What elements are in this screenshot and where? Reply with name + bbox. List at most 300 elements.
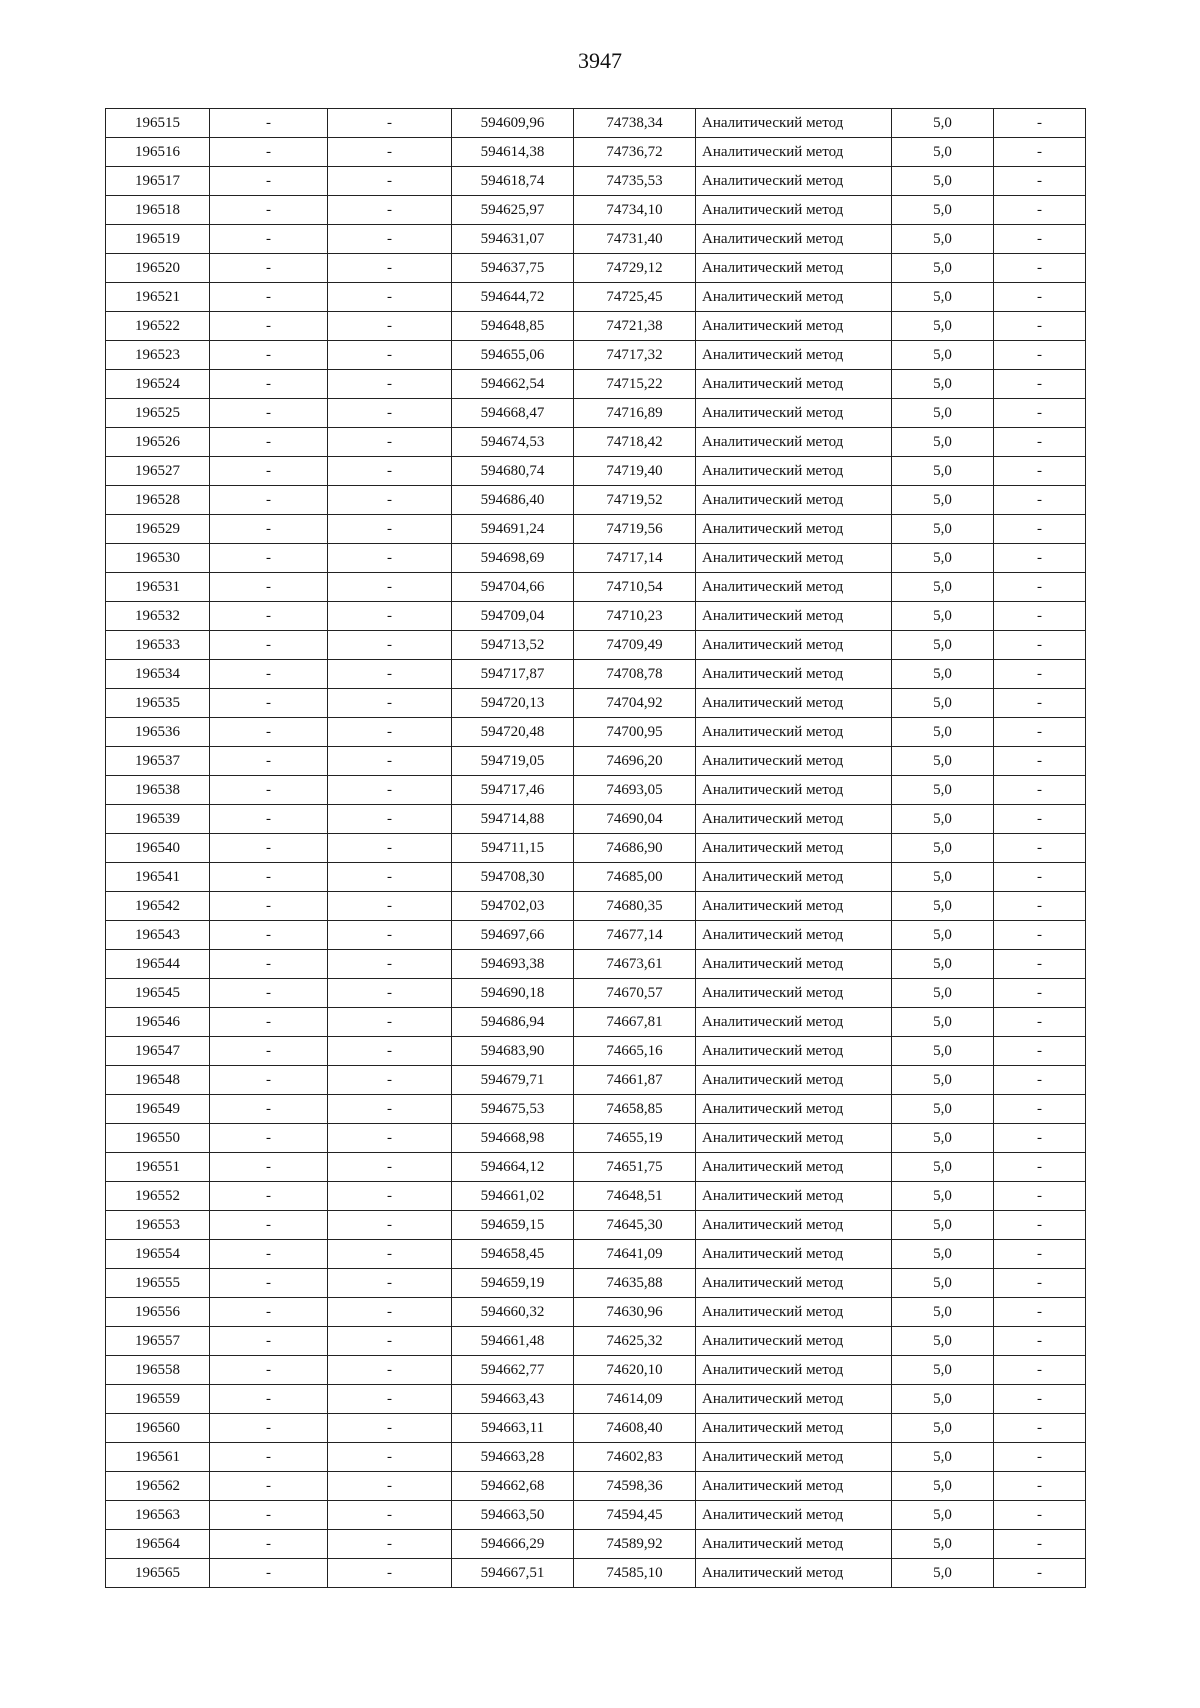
point-id-cell: 196534 xyxy=(106,660,210,689)
method-cell: Аналитический метод xyxy=(696,1066,892,1095)
column-3-cell: - xyxy=(328,1327,452,1356)
accuracy-cell: 5,0 xyxy=(892,1501,994,1530)
point-id-cell: 196530 xyxy=(106,544,210,573)
table-row xyxy=(106,138,1086,167)
table-row xyxy=(106,1066,1086,1095)
method-cell: Аналитический метод xyxy=(696,805,892,834)
column-3-cell: - xyxy=(328,283,452,312)
x-coordinate-cell: 594618,74 xyxy=(452,167,574,196)
accuracy-cell: 5,0 xyxy=(892,544,994,573)
method-cell: Аналитический метод xyxy=(696,1211,892,1240)
accuracy-cell: 5,0 xyxy=(892,1095,994,1124)
accuracy-cell: 5,0 xyxy=(892,225,994,254)
table-row xyxy=(106,1443,1086,1472)
column-8-cell: - xyxy=(994,225,1086,254)
table-row xyxy=(106,1124,1086,1153)
accuracy-cell: 5,0 xyxy=(892,747,994,776)
point-id-cell: 196536 xyxy=(106,718,210,747)
x-coordinate-cell: 594668,47 xyxy=(452,399,574,428)
method-cell: Аналитический метод xyxy=(696,196,892,225)
y-coordinate-cell: 74710,54 xyxy=(574,573,696,602)
y-coordinate-cell: 74734,10 xyxy=(574,196,696,225)
accuracy-cell: 5,0 xyxy=(892,1327,994,1356)
column-8-cell: - xyxy=(994,1124,1086,1153)
point-id-cell: 196521 xyxy=(106,283,210,312)
column-3-cell: - xyxy=(328,805,452,834)
method-cell: Аналитический метод xyxy=(696,921,892,950)
x-coordinate-cell: 594655,06 xyxy=(452,341,574,370)
y-coordinate-cell: 74641,09 xyxy=(574,1240,696,1269)
column-2-cell: - xyxy=(210,1443,328,1472)
column-3-cell: - xyxy=(328,863,452,892)
accuracy-cell: 5,0 xyxy=(892,1153,994,1182)
column-8-cell: - xyxy=(994,863,1086,892)
accuracy-cell: 5,0 xyxy=(892,1037,994,1066)
x-coordinate-cell: 594667,51 xyxy=(452,1559,574,1588)
column-3-cell: - xyxy=(328,1356,452,1385)
accuracy-cell: 5,0 xyxy=(892,1240,994,1269)
table-row xyxy=(106,631,1086,660)
method-cell: Аналитический метод xyxy=(696,1327,892,1356)
y-coordinate-cell: 74602,83 xyxy=(574,1443,696,1472)
y-coordinate-cell: 74719,52 xyxy=(574,486,696,515)
column-8-cell: - xyxy=(994,370,1086,399)
column-2-cell: - xyxy=(210,254,328,283)
point-id-cell: 196515 xyxy=(106,109,210,138)
x-coordinate-cell: 594648,85 xyxy=(452,312,574,341)
column-2-cell: - xyxy=(210,1037,328,1066)
method-cell: Аналитический метод xyxy=(696,544,892,573)
method-cell: Аналитический метод xyxy=(696,1182,892,1211)
column-2-cell: - xyxy=(210,138,328,167)
column-2-cell: - xyxy=(210,196,328,225)
column-8-cell: - xyxy=(994,1095,1086,1124)
column-8-cell: - xyxy=(994,428,1086,457)
column-3-cell: - xyxy=(328,1501,452,1530)
column-3-cell: - xyxy=(328,1530,452,1559)
accuracy-cell: 5,0 xyxy=(892,1066,994,1095)
y-coordinate-cell: 74651,75 xyxy=(574,1153,696,1182)
point-id-cell: 196563 xyxy=(106,1501,210,1530)
table-row xyxy=(106,689,1086,718)
method-cell: Аналитический метод xyxy=(696,950,892,979)
point-id-cell: 196543 xyxy=(106,921,210,950)
x-coordinate-cell: 594697,66 xyxy=(452,921,574,950)
column-3-cell: - xyxy=(328,1240,452,1269)
method-cell: Аналитический метод xyxy=(696,834,892,863)
point-id-cell: 196517 xyxy=(106,167,210,196)
y-coordinate-cell: 74731,40 xyxy=(574,225,696,254)
method-cell: Аналитический метод xyxy=(696,1037,892,1066)
method-cell: Аналитический метод xyxy=(696,138,892,167)
y-coordinate-cell: 74696,20 xyxy=(574,747,696,776)
y-coordinate-cell: 74598,36 xyxy=(574,1472,696,1501)
point-id-cell: 196553 xyxy=(106,1211,210,1240)
column-2-cell: - xyxy=(210,1269,328,1298)
column-8-cell: - xyxy=(994,341,1086,370)
column-2-cell: - xyxy=(210,1385,328,1414)
column-2-cell: - xyxy=(210,950,328,979)
table-row xyxy=(106,1153,1086,1182)
column-8-cell: - xyxy=(994,602,1086,631)
table-row xyxy=(106,1298,1086,1327)
column-2-cell: - xyxy=(210,167,328,196)
accuracy-cell: 5,0 xyxy=(892,602,994,631)
table-row xyxy=(106,312,1086,341)
accuracy-cell: 5,0 xyxy=(892,1385,994,1414)
x-coordinate-cell: 594662,54 xyxy=(452,370,574,399)
table-row xyxy=(106,805,1086,834)
point-id-cell: 196540 xyxy=(106,834,210,863)
column-2-cell: - xyxy=(210,544,328,573)
table-row xyxy=(106,1385,1086,1414)
column-3-cell: - xyxy=(328,486,452,515)
column-8-cell: - xyxy=(994,1066,1086,1095)
column-8-cell: - xyxy=(994,1385,1086,1414)
column-2-cell: - xyxy=(210,1240,328,1269)
method-cell: Аналитический метод xyxy=(696,283,892,312)
table-row xyxy=(106,167,1086,196)
column-2-cell: - xyxy=(210,399,328,428)
accuracy-cell: 5,0 xyxy=(892,573,994,602)
column-3-cell: - xyxy=(328,834,452,863)
column-2-cell: - xyxy=(210,602,328,631)
column-3-cell: - xyxy=(328,544,452,573)
point-id-cell: 196565 xyxy=(106,1559,210,1588)
x-coordinate-cell: 594659,15 xyxy=(452,1211,574,1240)
column-3-cell: - xyxy=(328,979,452,1008)
x-coordinate-cell: 594714,88 xyxy=(452,805,574,834)
x-coordinate-cell: 594717,87 xyxy=(452,660,574,689)
y-coordinate-cell: 74729,12 xyxy=(574,254,696,283)
x-coordinate-cell: 594686,94 xyxy=(452,1008,574,1037)
point-id-cell: 196562 xyxy=(106,1472,210,1501)
coordinates-table xyxy=(105,108,1086,1588)
x-coordinate-cell: 594675,53 xyxy=(452,1095,574,1124)
method-cell: Аналитический метод xyxy=(696,1385,892,1414)
x-coordinate-cell: 594711,15 xyxy=(452,834,574,863)
column-3-cell: - xyxy=(328,1443,452,1472)
accuracy-cell: 5,0 xyxy=(892,428,994,457)
column-2-cell: - xyxy=(210,921,328,950)
point-id-cell: 196564 xyxy=(106,1530,210,1559)
column-3-cell: - xyxy=(328,689,452,718)
accuracy-cell: 5,0 xyxy=(892,689,994,718)
accuracy-cell: 5,0 xyxy=(892,341,994,370)
column-8-cell: - xyxy=(994,1530,1086,1559)
table-row xyxy=(106,399,1086,428)
column-3-cell: - xyxy=(328,1153,452,1182)
x-coordinate-cell: 594690,18 xyxy=(452,979,574,1008)
table-row xyxy=(106,457,1086,486)
method-cell: Аналитический метод xyxy=(696,312,892,341)
method-cell: Аналитический метод xyxy=(696,1501,892,1530)
column-2-cell: - xyxy=(210,486,328,515)
x-coordinate-cell: 594668,98 xyxy=(452,1124,574,1153)
point-id-cell: 196546 xyxy=(106,1008,210,1037)
x-coordinate-cell: 594702,03 xyxy=(452,892,574,921)
point-id-cell: 196516 xyxy=(106,138,210,167)
method-cell: Аналитический метод xyxy=(696,747,892,776)
x-coordinate-cell: 594663,43 xyxy=(452,1385,574,1414)
column-3-cell: - xyxy=(328,921,452,950)
column-2-cell: - xyxy=(210,1008,328,1037)
table-row xyxy=(106,370,1086,399)
table-row xyxy=(106,1182,1086,1211)
y-coordinate-cell: 74667,81 xyxy=(574,1008,696,1037)
column-2-cell: - xyxy=(210,1095,328,1124)
column-2-cell: - xyxy=(210,1559,328,1588)
x-coordinate-cell: 594717,46 xyxy=(452,776,574,805)
column-2-cell: - xyxy=(210,225,328,254)
x-coordinate-cell: 594664,12 xyxy=(452,1153,574,1182)
column-2-cell: - xyxy=(210,631,328,660)
column-8-cell: - xyxy=(994,1472,1086,1501)
column-3-cell: - xyxy=(328,1559,452,1588)
x-coordinate-cell: 594663,50 xyxy=(452,1501,574,1530)
point-id-cell: 196561 xyxy=(106,1443,210,1472)
method-cell: Аналитический метод xyxy=(696,341,892,370)
table-row xyxy=(106,1095,1086,1124)
page-number: 3947 xyxy=(578,48,622,73)
column-8-cell: - xyxy=(994,1269,1086,1298)
method-cell: Аналитический метод xyxy=(696,1269,892,1298)
y-coordinate-cell: 74704,92 xyxy=(574,689,696,718)
table-row xyxy=(106,109,1086,138)
point-id-cell: 196548 xyxy=(106,1066,210,1095)
point-id-cell: 196544 xyxy=(106,950,210,979)
point-id-cell: 196526 xyxy=(106,428,210,457)
point-id-cell: 196539 xyxy=(106,805,210,834)
point-id-cell: 196552 xyxy=(106,1182,210,1211)
column-8-cell: - xyxy=(994,660,1086,689)
y-coordinate-cell: 74594,45 xyxy=(574,1501,696,1530)
point-id-cell: 196558 xyxy=(106,1356,210,1385)
y-coordinate-cell: 74715,22 xyxy=(574,370,696,399)
method-cell: Аналитический метод xyxy=(696,399,892,428)
x-coordinate-cell: 594719,05 xyxy=(452,747,574,776)
y-coordinate-cell: 74719,56 xyxy=(574,515,696,544)
method-cell: Аналитический метод xyxy=(696,1095,892,1124)
method-cell: Аналитический метод xyxy=(696,167,892,196)
y-coordinate-cell: 74670,57 xyxy=(574,979,696,1008)
column-3-cell: - xyxy=(328,428,452,457)
column-8-cell: - xyxy=(994,399,1086,428)
column-2-cell: - xyxy=(210,341,328,370)
table-row xyxy=(106,834,1086,863)
accuracy-cell: 5,0 xyxy=(892,921,994,950)
column-3-cell: - xyxy=(328,718,452,747)
accuracy-cell: 5,0 xyxy=(892,1530,994,1559)
column-8-cell: - xyxy=(994,1559,1086,1588)
column-2-cell: - xyxy=(210,1066,328,1095)
accuracy-cell: 5,0 xyxy=(892,1414,994,1443)
column-2-cell: - xyxy=(210,863,328,892)
accuracy-cell: 5,0 xyxy=(892,1124,994,1153)
column-2-cell: - xyxy=(210,776,328,805)
point-id-cell: 196518 xyxy=(106,196,210,225)
method-cell: Аналитический метод xyxy=(696,370,892,399)
table-row xyxy=(106,921,1086,950)
x-coordinate-cell: 594680,74 xyxy=(452,457,574,486)
table-row xyxy=(106,341,1086,370)
y-coordinate-cell: 74630,96 xyxy=(574,1298,696,1327)
point-id-cell: 196527 xyxy=(106,457,210,486)
y-coordinate-cell: 74680,35 xyxy=(574,892,696,921)
table-row xyxy=(106,1414,1086,1443)
method-cell: Аналитический метод xyxy=(696,776,892,805)
column-3-cell: - xyxy=(328,776,452,805)
x-coordinate-cell: 594663,28 xyxy=(452,1443,574,1472)
column-2-cell: - xyxy=(210,283,328,312)
column-8-cell: - xyxy=(994,1356,1086,1385)
y-coordinate-cell: 74690,04 xyxy=(574,805,696,834)
x-coordinate-cell: 594720,48 xyxy=(452,718,574,747)
table-row xyxy=(106,776,1086,805)
column-2-cell: - xyxy=(210,1356,328,1385)
point-id-cell: 196529 xyxy=(106,515,210,544)
column-3-cell: - xyxy=(328,573,452,602)
table-row xyxy=(106,283,1086,312)
column-3-cell: - xyxy=(328,1124,452,1153)
y-coordinate-cell: 74735,53 xyxy=(574,167,696,196)
column-8-cell: - xyxy=(994,1298,1086,1327)
method-cell: Аналитический метод xyxy=(696,1008,892,1037)
column-3-cell: - xyxy=(328,341,452,370)
x-coordinate-cell: 594660,32 xyxy=(452,1298,574,1327)
accuracy-cell: 5,0 xyxy=(892,631,994,660)
method-cell: Аналитический метод xyxy=(696,602,892,631)
column-3-cell: - xyxy=(328,370,452,399)
point-id-cell: 196524 xyxy=(106,370,210,399)
table-row xyxy=(106,1501,1086,1530)
method-cell: Аналитический метод xyxy=(696,1472,892,1501)
y-coordinate-cell: 74700,95 xyxy=(574,718,696,747)
column-8-cell: - xyxy=(994,1414,1086,1443)
accuracy-cell: 5,0 xyxy=(892,1559,994,1588)
point-id-cell: 196522 xyxy=(106,312,210,341)
column-8-cell: - xyxy=(994,486,1086,515)
accuracy-cell: 5,0 xyxy=(892,863,994,892)
y-coordinate-cell: 74721,38 xyxy=(574,312,696,341)
column-2-cell: - xyxy=(210,1211,328,1240)
table-row xyxy=(106,1211,1086,1240)
table-row xyxy=(106,1037,1086,1066)
method-cell: Аналитический метод xyxy=(696,660,892,689)
method-cell: Аналитический метод xyxy=(696,1443,892,1472)
table-row xyxy=(106,1327,1086,1356)
table-row xyxy=(106,544,1086,573)
accuracy-cell: 5,0 xyxy=(892,776,994,805)
point-id-cell: 196556 xyxy=(106,1298,210,1327)
table-row xyxy=(106,486,1086,515)
point-id-cell: 196523 xyxy=(106,341,210,370)
table-body xyxy=(106,109,1086,1588)
x-coordinate-cell: 594644,72 xyxy=(452,283,574,312)
x-coordinate-cell: 594662,68 xyxy=(452,1472,574,1501)
column-3-cell: - xyxy=(328,1385,452,1414)
column-3-cell: - xyxy=(328,399,452,428)
y-coordinate-cell: 74736,72 xyxy=(574,138,696,167)
y-coordinate-cell: 74635,88 xyxy=(574,1269,696,1298)
point-id-cell: 196520 xyxy=(106,254,210,283)
table-row xyxy=(106,428,1086,457)
column-2-cell: - xyxy=(210,892,328,921)
point-id-cell: 196557 xyxy=(106,1327,210,1356)
y-coordinate-cell: 74716,89 xyxy=(574,399,696,428)
y-coordinate-cell: 74693,05 xyxy=(574,776,696,805)
column-3-cell: - xyxy=(328,196,452,225)
point-id-cell: 196555 xyxy=(106,1269,210,1298)
x-coordinate-cell: 594661,48 xyxy=(452,1327,574,1356)
method-cell: Аналитический метод xyxy=(696,1559,892,1588)
method-cell: Аналитический метод xyxy=(696,486,892,515)
method-cell: Аналитический метод xyxy=(696,689,892,718)
column-2-cell: - xyxy=(210,1530,328,1559)
table-row xyxy=(106,1356,1086,1385)
x-coordinate-cell: 594637,75 xyxy=(452,254,574,283)
column-8-cell: - xyxy=(994,1327,1086,1356)
column-8-cell: - xyxy=(994,1211,1086,1240)
column-2-cell: - xyxy=(210,1327,328,1356)
y-coordinate-cell: 74717,14 xyxy=(574,544,696,573)
table-row xyxy=(106,196,1086,225)
column-8-cell: - xyxy=(994,834,1086,863)
column-8-cell: - xyxy=(994,457,1086,486)
y-coordinate-cell: 74677,14 xyxy=(574,921,696,950)
point-id-cell: 196550 xyxy=(106,1124,210,1153)
y-coordinate-cell: 74585,10 xyxy=(574,1559,696,1588)
accuracy-cell: 5,0 xyxy=(892,718,994,747)
table-row xyxy=(106,515,1086,544)
x-coordinate-cell: 594709,04 xyxy=(452,602,574,631)
accuracy-cell: 5,0 xyxy=(892,138,994,167)
x-coordinate-cell: 594662,77 xyxy=(452,1356,574,1385)
column-8-cell: - xyxy=(994,167,1086,196)
accuracy-cell: 5,0 xyxy=(892,1269,994,1298)
column-3-cell: - xyxy=(328,1182,452,1211)
column-3-cell: - xyxy=(328,138,452,167)
y-coordinate-cell: 74718,42 xyxy=(574,428,696,457)
column-3-cell: - xyxy=(328,1037,452,1066)
column-2-cell: - xyxy=(210,1472,328,1501)
point-id-cell: 196537 xyxy=(106,747,210,776)
y-coordinate-cell: 74708,78 xyxy=(574,660,696,689)
y-coordinate-cell: 74685,00 xyxy=(574,863,696,892)
column-3-cell: - xyxy=(328,1211,452,1240)
method-cell: Аналитический метод xyxy=(696,1298,892,1327)
table-row xyxy=(106,979,1086,1008)
column-8-cell: - xyxy=(994,1182,1086,1211)
column-2-cell: - xyxy=(210,718,328,747)
table-row xyxy=(106,1472,1086,1501)
column-8-cell: - xyxy=(994,196,1086,225)
column-2-cell: - xyxy=(210,428,328,457)
y-coordinate-cell: 74673,61 xyxy=(574,950,696,979)
column-8-cell: - xyxy=(994,747,1086,776)
accuracy-cell: 5,0 xyxy=(892,1008,994,1037)
y-coordinate-cell: 74614,09 xyxy=(574,1385,696,1414)
accuracy-cell: 5,0 xyxy=(892,370,994,399)
table-row xyxy=(106,660,1086,689)
method-cell: Аналитический метод xyxy=(696,979,892,1008)
column-8-cell: - xyxy=(994,515,1086,544)
point-id-cell: 196532 xyxy=(106,602,210,631)
x-coordinate-cell: 594683,90 xyxy=(452,1037,574,1066)
y-coordinate-cell: 74645,30 xyxy=(574,1211,696,1240)
y-coordinate-cell: 74725,45 xyxy=(574,283,696,312)
column-2-cell: - xyxy=(210,660,328,689)
